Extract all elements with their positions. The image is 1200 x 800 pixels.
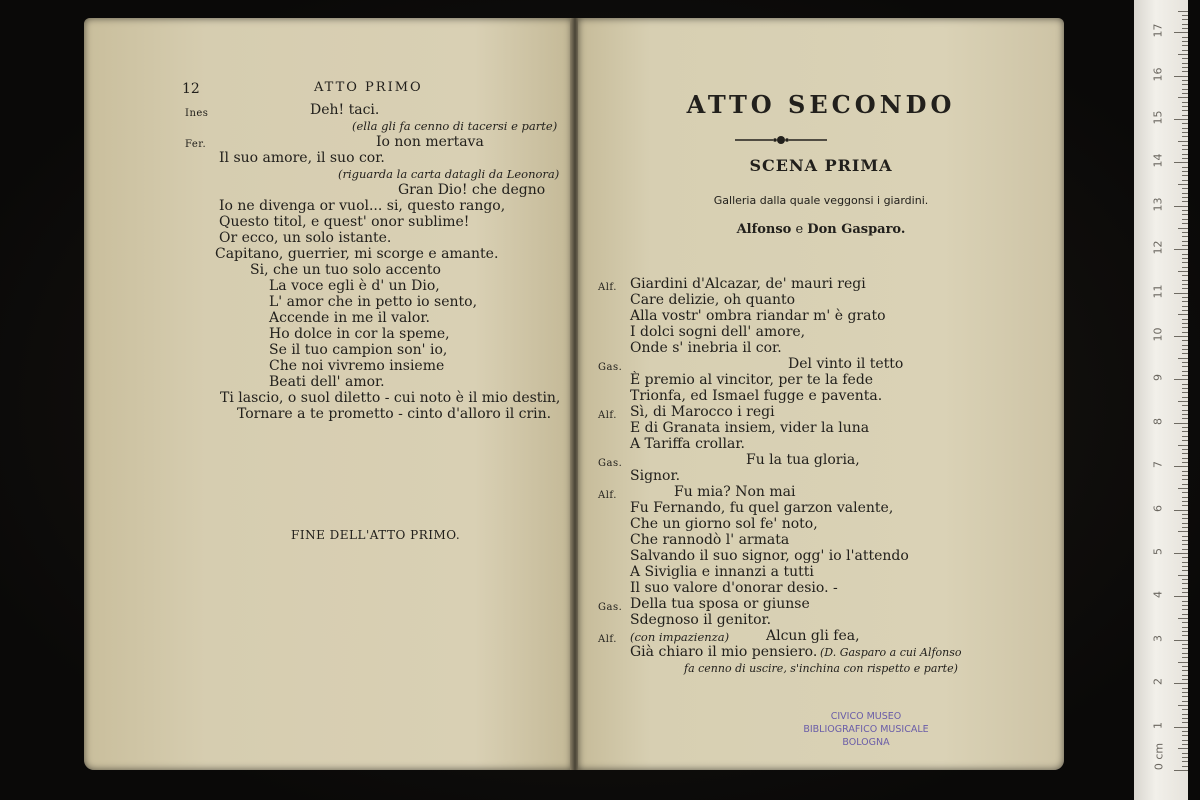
ruler-tick: [1178, 488, 1188, 489]
ruler-tick: [1182, 71, 1188, 72]
ruler-tick: [1182, 592, 1188, 593]
scene-setting: Galleria dalla quale veggonsi i giardini.: [713, 194, 929, 207]
ruler-tick: [1174, 466, 1188, 467]
verse-line: Fu Fernando, fu quel garzon valente,: [630, 500, 894, 516]
ruler-tick: [1182, 648, 1188, 649]
character-name: Don Gasparo.: [807, 222, 906, 237]
ruler-tick: [1182, 601, 1188, 602]
verse-line: Il suo amore, il suo cor.: [219, 150, 385, 166]
verse-line: Gran Dio! che degno: [398, 182, 546, 198]
ruler-tick: [1182, 245, 1188, 246]
ruler-tick: [1182, 497, 1188, 498]
ruler-tick: [1182, 84, 1188, 85]
ruler-tick: [1182, 453, 1188, 454]
ruler-label: 16: [1151, 67, 1165, 82]
speaker-label: Alf.: [598, 634, 617, 645]
ruler-tick: [1182, 514, 1188, 515]
ruler-tick: [1182, 475, 1188, 476]
ruler-tick: [1182, 353, 1188, 354]
verse-line: L' amor che in petto io sento,: [269, 294, 478, 310]
ruler-label: 2: [1151, 678, 1165, 686]
stage-direction: fa cenno di uscire, s'inchina con rispetto e parte): [684, 662, 958, 675]
ruler-tick: [1182, 609, 1188, 610]
ruler-tick: [1182, 566, 1188, 567]
ruler-label: 4: [1151, 591, 1165, 599]
ruler-tick: [1174, 510, 1188, 511]
verse-line: Che un giorno sol fe' noto,: [630, 516, 818, 532]
ruler-tick: [1178, 141, 1188, 142]
ruler-tick: [1182, 28, 1188, 29]
ruler-tick: [1182, 210, 1188, 211]
verse-line: Sì, di Marocco i regi: [630, 404, 775, 420]
ruler-tick: [1182, 675, 1188, 676]
ruler-tick: [1182, 523, 1188, 524]
verse-line: Sdegnoso il genitor.: [630, 612, 772, 628]
ruler-tick: [1178, 748, 1188, 749]
verse-line: È premio al vincitor, per te la fede: [630, 372, 874, 388]
ruler-tick: [1182, 275, 1188, 276]
ruler-tick: [1178, 97, 1188, 98]
verse-line: Se il tuo campion son' io,: [269, 342, 448, 358]
ruler-tick: [1174, 119, 1188, 120]
ornament-divider-icon: [733, 134, 829, 146]
ruler-tick: [1182, 627, 1188, 628]
verse-line: Del vinto il tetto: [788, 356, 904, 372]
speaker-label: Ines: [185, 108, 209, 119]
ruler-tick: [1182, 306, 1188, 307]
ruler-tick: [1182, 50, 1188, 51]
ruler-label: 6: [1151, 504, 1165, 512]
ruler-tick: [1182, 93, 1188, 94]
ruler-tick: [1182, 366, 1188, 367]
ruler-tick: [1182, 154, 1188, 155]
stage-direction: (D. Gasparo a cui Alfonso: [820, 646, 962, 659]
speaker-label: Alf.: [598, 490, 617, 501]
measurement-ruler: [1134, 0, 1188, 800]
ruler-tick: [1178, 314, 1188, 315]
verse-line: A Siviglia e innanzi a tutti: [630, 564, 814, 580]
verse-line: A Tariffa crollar.: [630, 436, 745, 452]
ruler-tick: [1182, 583, 1188, 584]
ruler-tick: [1174, 249, 1188, 250]
ruler-tick: [1182, 332, 1188, 333]
ruler-tick: [1182, 436, 1188, 437]
ruler-tick: [1178, 271, 1188, 272]
ruler-tick: [1182, 557, 1188, 558]
ruler-tick: [1178, 184, 1188, 185]
verse-line: Accende in me il valor.: [269, 310, 430, 326]
ruler-tick: [1182, 405, 1188, 406]
ruler-tick: [1182, 115, 1188, 116]
ruler-tick: [1178, 358, 1188, 359]
ruler-tick: [1182, 201, 1188, 202]
stamp-line: CIVICO MUSEO: [830, 711, 902, 722]
speaker-label: Gas.: [598, 602, 623, 613]
ruler-tick: [1182, 214, 1188, 215]
ruler-tick: [1182, 666, 1188, 667]
ruler-tick: [1182, 540, 1188, 541]
ruler-tick: [1174, 683, 1188, 684]
ruler-tick: [1182, 692, 1188, 693]
ruler-tick: [1182, 180, 1188, 181]
ruler-tick: [1178, 11, 1188, 12]
ruler-tick: [1182, 462, 1188, 463]
ruler-tick: [1182, 375, 1188, 376]
speaker-label: Gas.: [598, 362, 623, 373]
ruler-tick: [1182, 501, 1188, 502]
ruler-tick: [1182, 102, 1188, 103]
ruler-tick: [1174, 596, 1188, 597]
verse-line: Già chiaro il mio pensiero.: [630, 644, 818, 660]
ruler-tick: [1182, 349, 1188, 350]
verse-line: Salvando il suo signor, ogg' io l'attendo: [630, 548, 909, 564]
stage-direction: (ella gli fa cenno di tacersi e parte): [352, 119, 558, 133]
ruler-tick: [1174, 640, 1188, 641]
speaker-label: Gas.: [598, 458, 623, 469]
verse-line: Ho dolce in cor la speme,: [269, 326, 450, 342]
ruler-tick: [1178, 228, 1188, 229]
ruler-label: 17: [1151, 23, 1165, 38]
verse-line: Giardini d'Alcazar, de' mauri regi: [630, 276, 866, 292]
verse-line: Io ne divenga or vuol... si, questo rango,: [219, 198, 506, 214]
verse-line: Io non mertava: [376, 134, 484, 150]
ruler-tick: [1182, 388, 1188, 389]
ruler-tick: [1182, 766, 1188, 767]
ruler-tick: [1174, 76, 1188, 77]
verse-line: E di Granata insiem, vider la luna: [630, 420, 870, 436]
ruler-tick: [1182, 136, 1188, 137]
ruler-tick: [1174, 293, 1188, 294]
ruler-tick: [1182, 175, 1188, 176]
verse-line: Alcun gli fea,: [766, 628, 860, 644]
ruler-tick: [1182, 735, 1188, 736]
ruler-tick: [1178, 662, 1188, 663]
ruler-tick: [1182, 414, 1188, 415]
verse-line: Fu la tua gloria,: [746, 452, 860, 468]
end-of-act-note: FINE DELL'ATTO PRIMO.: [291, 528, 461, 542]
ruler-label: 3: [1151, 634, 1165, 642]
ruler-tick: [1182, 254, 1188, 255]
ruler-tick: [1182, 744, 1188, 745]
ruler-label: 10: [1151, 327, 1165, 342]
ruler-tick: [1182, 188, 1188, 189]
verse-line: Questo titol, e quest' onor sublime!: [219, 214, 470, 230]
ruler-label: 12: [1151, 240, 1165, 255]
ruler-tick: [1182, 67, 1188, 68]
ruler-tick: [1182, 570, 1188, 571]
ruler-tick: [1182, 614, 1188, 615]
ruler-tick: [1182, 635, 1188, 636]
verse-line: I dolci sogni dell' amore,: [630, 324, 806, 340]
ruler-tick: [1182, 757, 1188, 758]
ruler-tick: [1182, 219, 1188, 220]
ruler-tick: [1182, 362, 1188, 363]
ruler-label: 0 cm: [1152, 742, 1166, 771]
stamp-line: BIBLIOGRAFICO MUSICALE: [803, 724, 929, 735]
ruler-tick: [1182, 688, 1188, 689]
ruler-tick: [1182, 241, 1188, 242]
ruler-tick: [1182, 657, 1188, 658]
ruler-label: 7: [1151, 461, 1165, 469]
ruler-tick: [1182, 740, 1188, 741]
ruler-tick: [1182, 588, 1188, 589]
ruler-tick: [1182, 58, 1188, 59]
verse-line: Della tua sposa or giunse: [630, 596, 810, 612]
stage-direction: (riguarda la carta datagli da Leonora): [338, 167, 560, 181]
ruler-tick: [1182, 15, 1188, 16]
ruler-tick: [1182, 761, 1188, 762]
ruler-label: 9: [1151, 374, 1165, 382]
ruler-tick: [1182, 418, 1188, 419]
ruler-tick: [1182, 319, 1188, 320]
ruler-tick: [1182, 340, 1188, 341]
ruler-tick: [1182, 605, 1188, 606]
ruler-tick: [1182, 427, 1188, 428]
ruler-tick: [1182, 622, 1188, 623]
ruler-tick: [1182, 484, 1188, 485]
ruler-tick: [1182, 670, 1188, 671]
ruler-tick: [1182, 288, 1188, 289]
verse-line: Alla vostr' ombra riandar m' è grato: [630, 308, 886, 324]
verse-line: Trionfa, ed Ismael fugge e paventa.: [630, 388, 883, 404]
ruler-tick: [1182, 440, 1188, 441]
character-name: Alfonso: [736, 222, 792, 237]
ruler-tick: [1182, 731, 1188, 732]
ruler-tick: [1182, 24, 1188, 25]
ruler-tick: [1182, 110, 1188, 111]
ruler-tick: [1182, 384, 1188, 385]
ruler-tick: [1182, 19, 1188, 20]
running-header: ATTO PRIMO: [314, 80, 423, 95]
ruler-tick: [1178, 54, 1188, 55]
ruler-tick: [1182, 171, 1188, 172]
ruler-tick: [1178, 401, 1188, 402]
ruler-tick: [1178, 618, 1188, 619]
speaker-label: Alf.: [598, 282, 617, 293]
ruler-tick: [1178, 575, 1188, 576]
stamp-line: BOLOGNA: [842, 737, 890, 748]
ruler-tick: [1182, 653, 1188, 654]
ruler-tick: [1182, 267, 1188, 268]
ruler-tick: [1182, 544, 1188, 545]
ruler-tick: [1182, 471, 1188, 472]
ruler-tick: [1182, 262, 1188, 263]
verse-line: Che rannodò l' armata: [630, 532, 790, 548]
ruler-tick: [1182, 579, 1188, 580]
ruler-tick: [1174, 727, 1188, 728]
ruler-tick: [1182, 284, 1188, 285]
verse-line: Deh! taci.: [310, 102, 380, 118]
verse-line: La voce egli è d' un Dio,: [269, 278, 440, 294]
ruler-tick: [1182, 80, 1188, 81]
ruler-tick: [1182, 145, 1188, 146]
ruler-tick: [1182, 527, 1188, 528]
ruler-tick: [1182, 397, 1188, 398]
ruler-tick: [1182, 197, 1188, 198]
ruler-tick: [1182, 123, 1188, 124]
ruler-tick: [1182, 106, 1188, 107]
ruler-tick: [1182, 709, 1188, 710]
ruler-tick: [1182, 492, 1188, 493]
verse-line: Tornare a te prometto - cinto d'alloro il crin.: [237, 406, 552, 422]
ruler-tick: [1182, 505, 1188, 506]
verse-line: Onde s' inebria il cor.: [630, 340, 782, 356]
ruler-tick: [1182, 701, 1188, 702]
ruler-tick: [1182, 458, 1188, 459]
ruler-tick: [1182, 132, 1188, 133]
left-page: [84, 18, 572, 770]
ruler-label: 5: [1151, 548, 1165, 555]
ruler-tick: [1174, 553, 1188, 554]
ruler-tick: [1174, 770, 1188, 771]
ruler-tick: [1174, 206, 1188, 207]
ruler-tick: [1182, 410, 1188, 411]
ruler-tick: [1182, 310, 1188, 311]
act-title: ATTO SECONDO: [686, 90, 956, 119]
speaker-label: Alf.: [598, 410, 617, 421]
verse-line: Care delizie, oh quanto: [630, 292, 796, 308]
ruler-tick: [1182, 345, 1188, 346]
ruler-tick: [1182, 696, 1188, 697]
ruler-tick: [1182, 149, 1188, 150]
ruler-tick: [1182, 37, 1188, 38]
ruler-tick: [1182, 518, 1188, 519]
verse-line: Capitano, guerrier, mi scorge e amante.: [215, 246, 499, 262]
ruler-tick: [1182, 714, 1188, 715]
ruler-label: 8: [1151, 417, 1165, 425]
speaker-label: Fer.: [185, 139, 207, 150]
stage-direction: (con impazienza): [630, 630, 730, 644]
ruler-tick: [1182, 679, 1188, 680]
ruler-tick: [1178, 705, 1188, 706]
page-number: 12: [182, 81, 200, 97]
ruler-tick: [1182, 45, 1188, 46]
ruler-label: 11: [1151, 284, 1165, 299]
ruler-label: 13: [1151, 197, 1165, 212]
verse-line: Beati dell' amor.: [269, 374, 385, 390]
ruler-tick: [1182, 63, 1188, 64]
ruler-tick: [1182, 323, 1188, 324]
ruler-tick: [1182, 327, 1188, 328]
ruler-tick: [1182, 536, 1188, 537]
verse-line: Il suo valore d'onorar desio. -: [630, 580, 838, 596]
ruler-tick: [1182, 722, 1188, 723]
ruler-tick: [1182, 223, 1188, 224]
scene-title: SCENA PRIMA: [749, 156, 893, 175]
ruler-tick: [1182, 232, 1188, 233]
ruler-tick: [1182, 193, 1188, 194]
characters-line: [578, 222, 1064, 237]
ruler-label: 14: [1151, 153, 1165, 168]
ruler-tick: [1182, 371, 1188, 372]
ruler-tick: [1182, 479, 1188, 480]
verse-line: Ti lascio, o suol diletto - cui noto è il mio destin,: [220, 390, 561, 406]
ruler-tick: [1182, 549, 1188, 550]
characters-conjunction: e: [795, 222, 804, 237]
ruler-tick: [1174, 379, 1188, 380]
right-page: [578, 18, 1064, 770]
ruler-tick: [1182, 236, 1188, 237]
ruler-tick: [1182, 392, 1188, 393]
ruler-tick: [1182, 258, 1188, 259]
ruler-tick: [1182, 89, 1188, 90]
library-stamp: [796, 710, 936, 749]
verse-line: Si, che un tuo solo accento: [250, 262, 441, 278]
ruler-tick: [1182, 631, 1188, 632]
ruler-tick: [1182, 158, 1188, 159]
ruler-tick: [1182, 280, 1188, 281]
ruler-tick: [1182, 431, 1188, 432]
verse-line: Or ecco, un solo istante.: [219, 230, 392, 246]
ruler-tick: [1174, 32, 1188, 33]
ruler-tick: [1182, 128, 1188, 129]
ruler-label: 15: [1151, 110, 1165, 125]
verse-line: Fu mia? Non mai: [674, 484, 796, 500]
ruler-tick: [1174, 423, 1188, 424]
ruler-label: 1: [1151, 721, 1165, 729]
verse-line: Che noi vivremo insieme: [269, 358, 445, 374]
ruler-tick: [1182, 167, 1188, 168]
ruler-tick: [1182, 449, 1188, 450]
ruler-tick: [1182, 562, 1188, 563]
ruler-tick: [1182, 753, 1188, 754]
ruler-tick: [1178, 445, 1188, 446]
ruler-tick: [1182, 718, 1188, 719]
ruler-tick: [1182, 301, 1188, 302]
ruler-tick: [1174, 336, 1188, 337]
ruler-tick: [1182, 644, 1188, 645]
ruler-tick: [1182, 41, 1188, 42]
verse-line: Signor.: [630, 468, 681, 484]
ruler-tick: [1174, 162, 1188, 163]
ruler-tick: [1178, 531, 1188, 532]
ruler-tick: [1182, 297, 1188, 298]
